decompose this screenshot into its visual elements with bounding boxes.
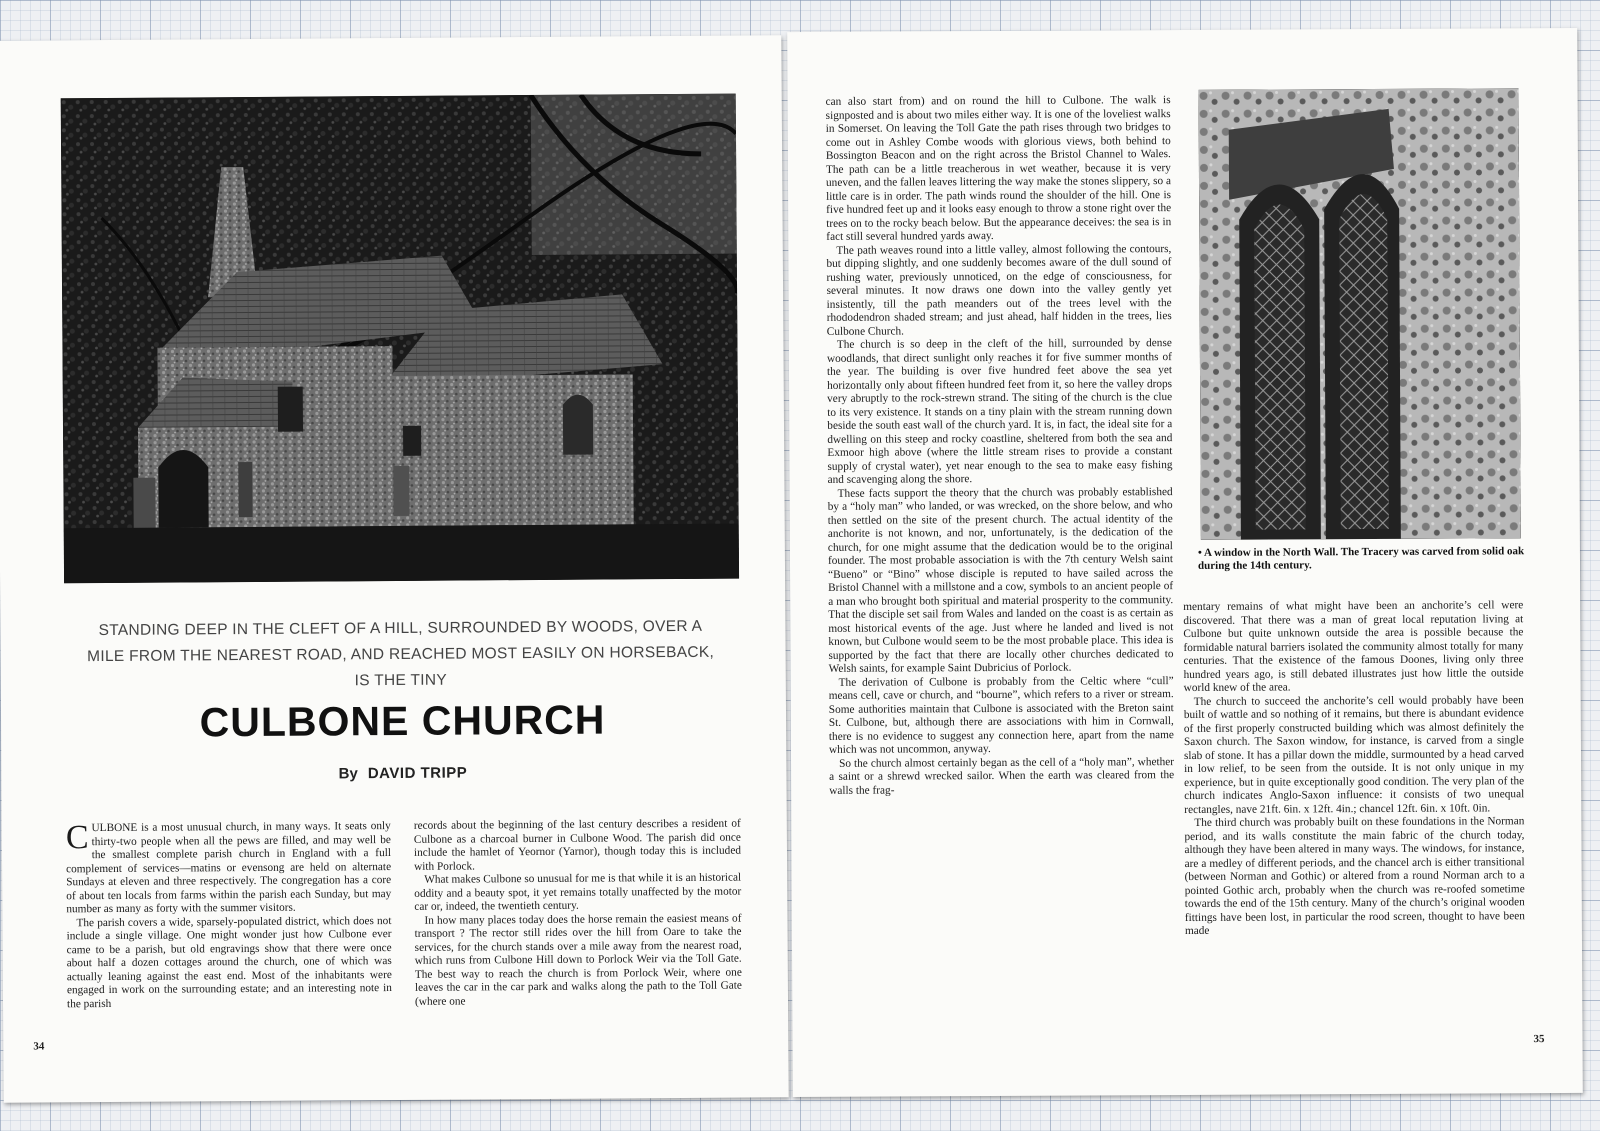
paragraph: These facts support the theory that the church was probably established by a “holy man” who landed, or was wrecked, on the shore below, and who then settled on the site of the present church. The actual identity of the anchorite is not known, and nor, unfortunately, is the dedication of the church, for one might assume that the dedication would be to the original founder. The most probable association is with the 7th century Welsh saint “Bueno” or “Bino” whose disciple is reputed to have sailed across the Bristol Channel with a millstone and a cow, symbols to an ancient people of a man who brought both spiritual and material prosperity to the community. That the disciple set sail from Wales and landed on the coast is as certain as most historical events of the age. Just where he landed and lived is not known, but Culbone would seem to be the most probable place. This idea is supported by the fact that there are locally other churches dedicated to Welsh saints, for example Saint Dubricius of Porlock. bbox=[827, 485, 1174, 675]
paragraph: mentary remains of what might have been an anchorite’s cell were discovered. That there was a man of great local reputation living at Culbone but quite unknown outside the area is possible because the formidable natural barriers isolated the community almost totally for many centuries. That the existence of the famous Doones, living only three hundred years ago, is still debated illustrates just how little the outside world knew of the area. bbox=[1183, 599, 1524, 695]
headline: CULBONE CHURCH bbox=[199, 696, 606, 746]
right-page bbox=[787, 28, 1583, 1097]
page-number: 34 bbox=[33, 1040, 45, 1053]
paragraph-text: ULBONE is a most unusual church, in many ways. It seats only thirty-two people when all the pews are filled, and may well be the smallest complete parish church in England with a full complement of services—matins or evensong are held on alternate Sundays at eleven and three respectively. The congregation has a core of about ten locals from farms within the parish each Sunday, but may number as many as forty with the summer visitors. bbox=[66, 820, 392, 916]
paragraph: The third church was probably built on these foundations in the Norman period, and its walls constitute the main fabric of the church today, although they have been altered in many ways. The windows, for instance, are a medley of different periods, and the chancel arch is either transitional (between Norman and Gothic) or altered from a round Norman arch to a pointed Gothic arch, probably when the church was re-roofed sometime towards the end of the 15th century. Many of the church’s original wooden fittings have been lost, in particular the rood screen, thought to have been made bbox=[1184, 815, 1525, 938]
page-number: 35 bbox=[1533, 1033, 1545, 1046]
paragraph: So the church almost certainly began as the cell of a “holy man”, whether a saint or a shrewd wrecked sailor. When the earth was cleared from the walls the frag- bbox=[829, 755, 1175, 797]
paragraph: The parish covers a wide, sparsely-populated district, which does not include a single village. One might wonder just how Culbone ever came to be a parish, but old engravings show that there were once about half a dozen cottages around the church, one of which was actually leaning against the east end. Most of the inhabitants were engaged in work on the surrounding estate; and an interesting note in the parish bbox=[66, 914, 392, 1010]
window-photo bbox=[1199, 88, 1521, 540]
byline-author: DAVID TRIPP bbox=[367, 764, 468, 783]
window-illustration bbox=[1199, 88, 1521, 540]
paragraph: The path weaves round into a little valley, almost following the contours, but dipping slightly, and one suddenly becomes aware of the dull sound of rushing water, previously unnoticed, on the edge of consciousness, for several minutes. It now draws one down into the valley gently yet insistently, till the path meanders out of the trees level with the rhododendron shaded stream; and just ahead, half hidden in the trees, lies Culbone Church. bbox=[826, 242, 1172, 338]
paragraph: In how many places today does the horse remain the easiest means of transport ? The rector still rides over the hill from Oare to take the services, for the church stands over a mile away from the nearest road, which runs from Culbone Hill down to Porlock Weir via the Toll Gate. The best way to reach the church is from Porlock Weir, where one leaves the car in the car park and walks along the path to the Toll Gate (where one bbox=[414, 912, 742, 1008]
drop-cap: C bbox=[65, 819, 89, 857]
paragraph: records about the beginning of the last century describes a resident of Culbone as a charcoal burner in Culbone Wood. The parish did once include the hamlet of Yeornor (Yarnor), though today this is included with Porlock. bbox=[413, 817, 742, 873]
paragraph: The derivation of Culbone is probably from the Celtic where “cull” means cell, cave or church, and “bourne”, which refers to a river or stream. Some authorities maintain that Culbone is associated with the Breton saint St. Culbone, but, although there are associations with him in Cornwall, there is no evidence to suggest any connection here, apart from the name which was not uncommon, anyway. bbox=[828, 674, 1174, 756]
byline-prefix: By bbox=[338, 765, 358, 783]
paragraph: What makes Culbone so unusual for me is that while it is an historical oddity and a beauty spot, it yet remains totally unaffected by the motor car or, indeed, the twentieth century. bbox=[414, 871, 742, 913]
byline bbox=[65, 763, 740, 785]
article-column-2 bbox=[414, 818, 742, 1009]
photo-caption: • A window in the North Wall. The Tracery was carved from solid oak during the 14th century. bbox=[1197, 545, 1525, 572]
paragraph: can also start from) and on round the hill to Culbone. The walk is signposted and is about two miles either way. It is one of the loveliest walks in Somerset. On leaving the Toll Gate the path rises through two bridges to come out in Ashley Combe woods with glorious views, both behind to Bossington Beacon and on the right across the Bristol Channel to Wales. The path can be a little treacherous in wet weather, because it is very uneven, and the fallen leaves littering the way make the stones slippery, so a little care is in order. The path winds round the shoulder of the hill. One is five hundred feet up and it looks easy enough to throw a stone right over the trees on to the rocky beach below. But the appearance deceives: the sea is in fact still several hundred yards away. bbox=[825, 94, 1172, 243]
left-page bbox=[0, 35, 789, 1102]
church-photo bbox=[61, 94, 739, 584]
article-column-1 bbox=[66, 820, 392, 1011]
article-column-3 bbox=[826, 94, 1175, 798]
church-illustration bbox=[61, 94, 739, 584]
paragraph: The church to succeed the anchorite’s cell would probably have been built of wattle and so nothing of it remains, but there is abundant evidence of the first properly constructed building which was almost definitely the Saxon church. The Saxon window, for instance, is carved from a single slab of stone. It has a pillar down the middle, surmounted by a head carved in low relief, to be seen from the outside. It is not only unique in my experience, but in quite exceptionally good condition. The very plan of the church indicates Anglo-Saxon influence: it consists of two unequal rectangles, nave 21ft. 6in. x 12ft. 4in.; chancel 12ft. 6in. x 10ft. 0in. bbox=[1183, 693, 1525, 816]
standfirst: STANDING DEEP IN THE CLEFT OF A HILL, SURROUNDED BY WOODS, OVER A MILE FROM THE NEAREST ROAD, AND REACHED MOST EASILY ON HORSEBACK, IS THE TINY bbox=[87, 617, 715, 690]
paragraph: The church is so deep in the cleft of the hill, surrounded by dense woodlands, that direct sunlight only reaches it for five summer months of the year. The building is over five hundred feet above the sea yet horizontally only about fifteen hundred feet from it, so here the valley drops very abruptly to the rock-strewn strand. The siting of the church is the clue to its very existence. It stands on a tiny plain with the stream running down beside the south east wall of the church yard. It is, in fact, the ideal site for a dwelling on this steep and rocky coastline, sheltered from both the sea and Exmoor high above (where the little stream rises to provide a constant supply of crystal water), yet near enough to the sea to make easy fishing and scavenging along the shore. bbox=[826, 337, 1173, 486]
paragraph bbox=[66, 820, 392, 917]
article-column-4 bbox=[1183, 599, 1525, 938]
